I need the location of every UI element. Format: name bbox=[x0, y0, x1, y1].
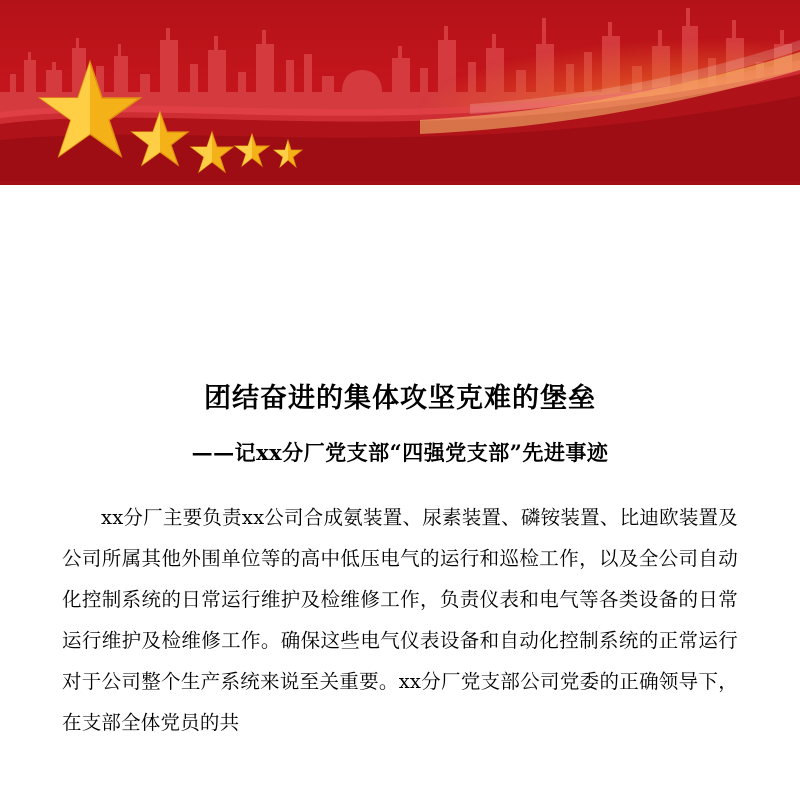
five-stars-icon bbox=[0, 0, 800, 185]
body-paragraph: xx分厂主要负责xx公司合成氨装置、尿素装置、磷铵装置、比迪欧装置及公司所属其他外围单位等的高中低压电气的运行和巡检工作，以及全公司自动化控制系统的日常运行维护及检维修工作，负责仪表和电气等各类设备的日常运行维护及检维修工作。确保这些电气仪表设备和自动化控制系统的正常运行对于公司整个生产系统来说至关重要。xx分厂党支部公司党委的正确领导下，在支部全体党员的共 bbox=[62, 506, 738, 735]
document-page bbox=[0, 185, 800, 743]
page-title: 团结奋进的集体攻坚克难的堡垒 bbox=[204, 383, 596, 414]
page-subtitle: ——记xx分厂党支部“四强党支部”先进事迹 bbox=[191, 440, 609, 466]
page-header-banner bbox=[0, 0, 800, 185]
document-body bbox=[62, 467, 738, 743]
